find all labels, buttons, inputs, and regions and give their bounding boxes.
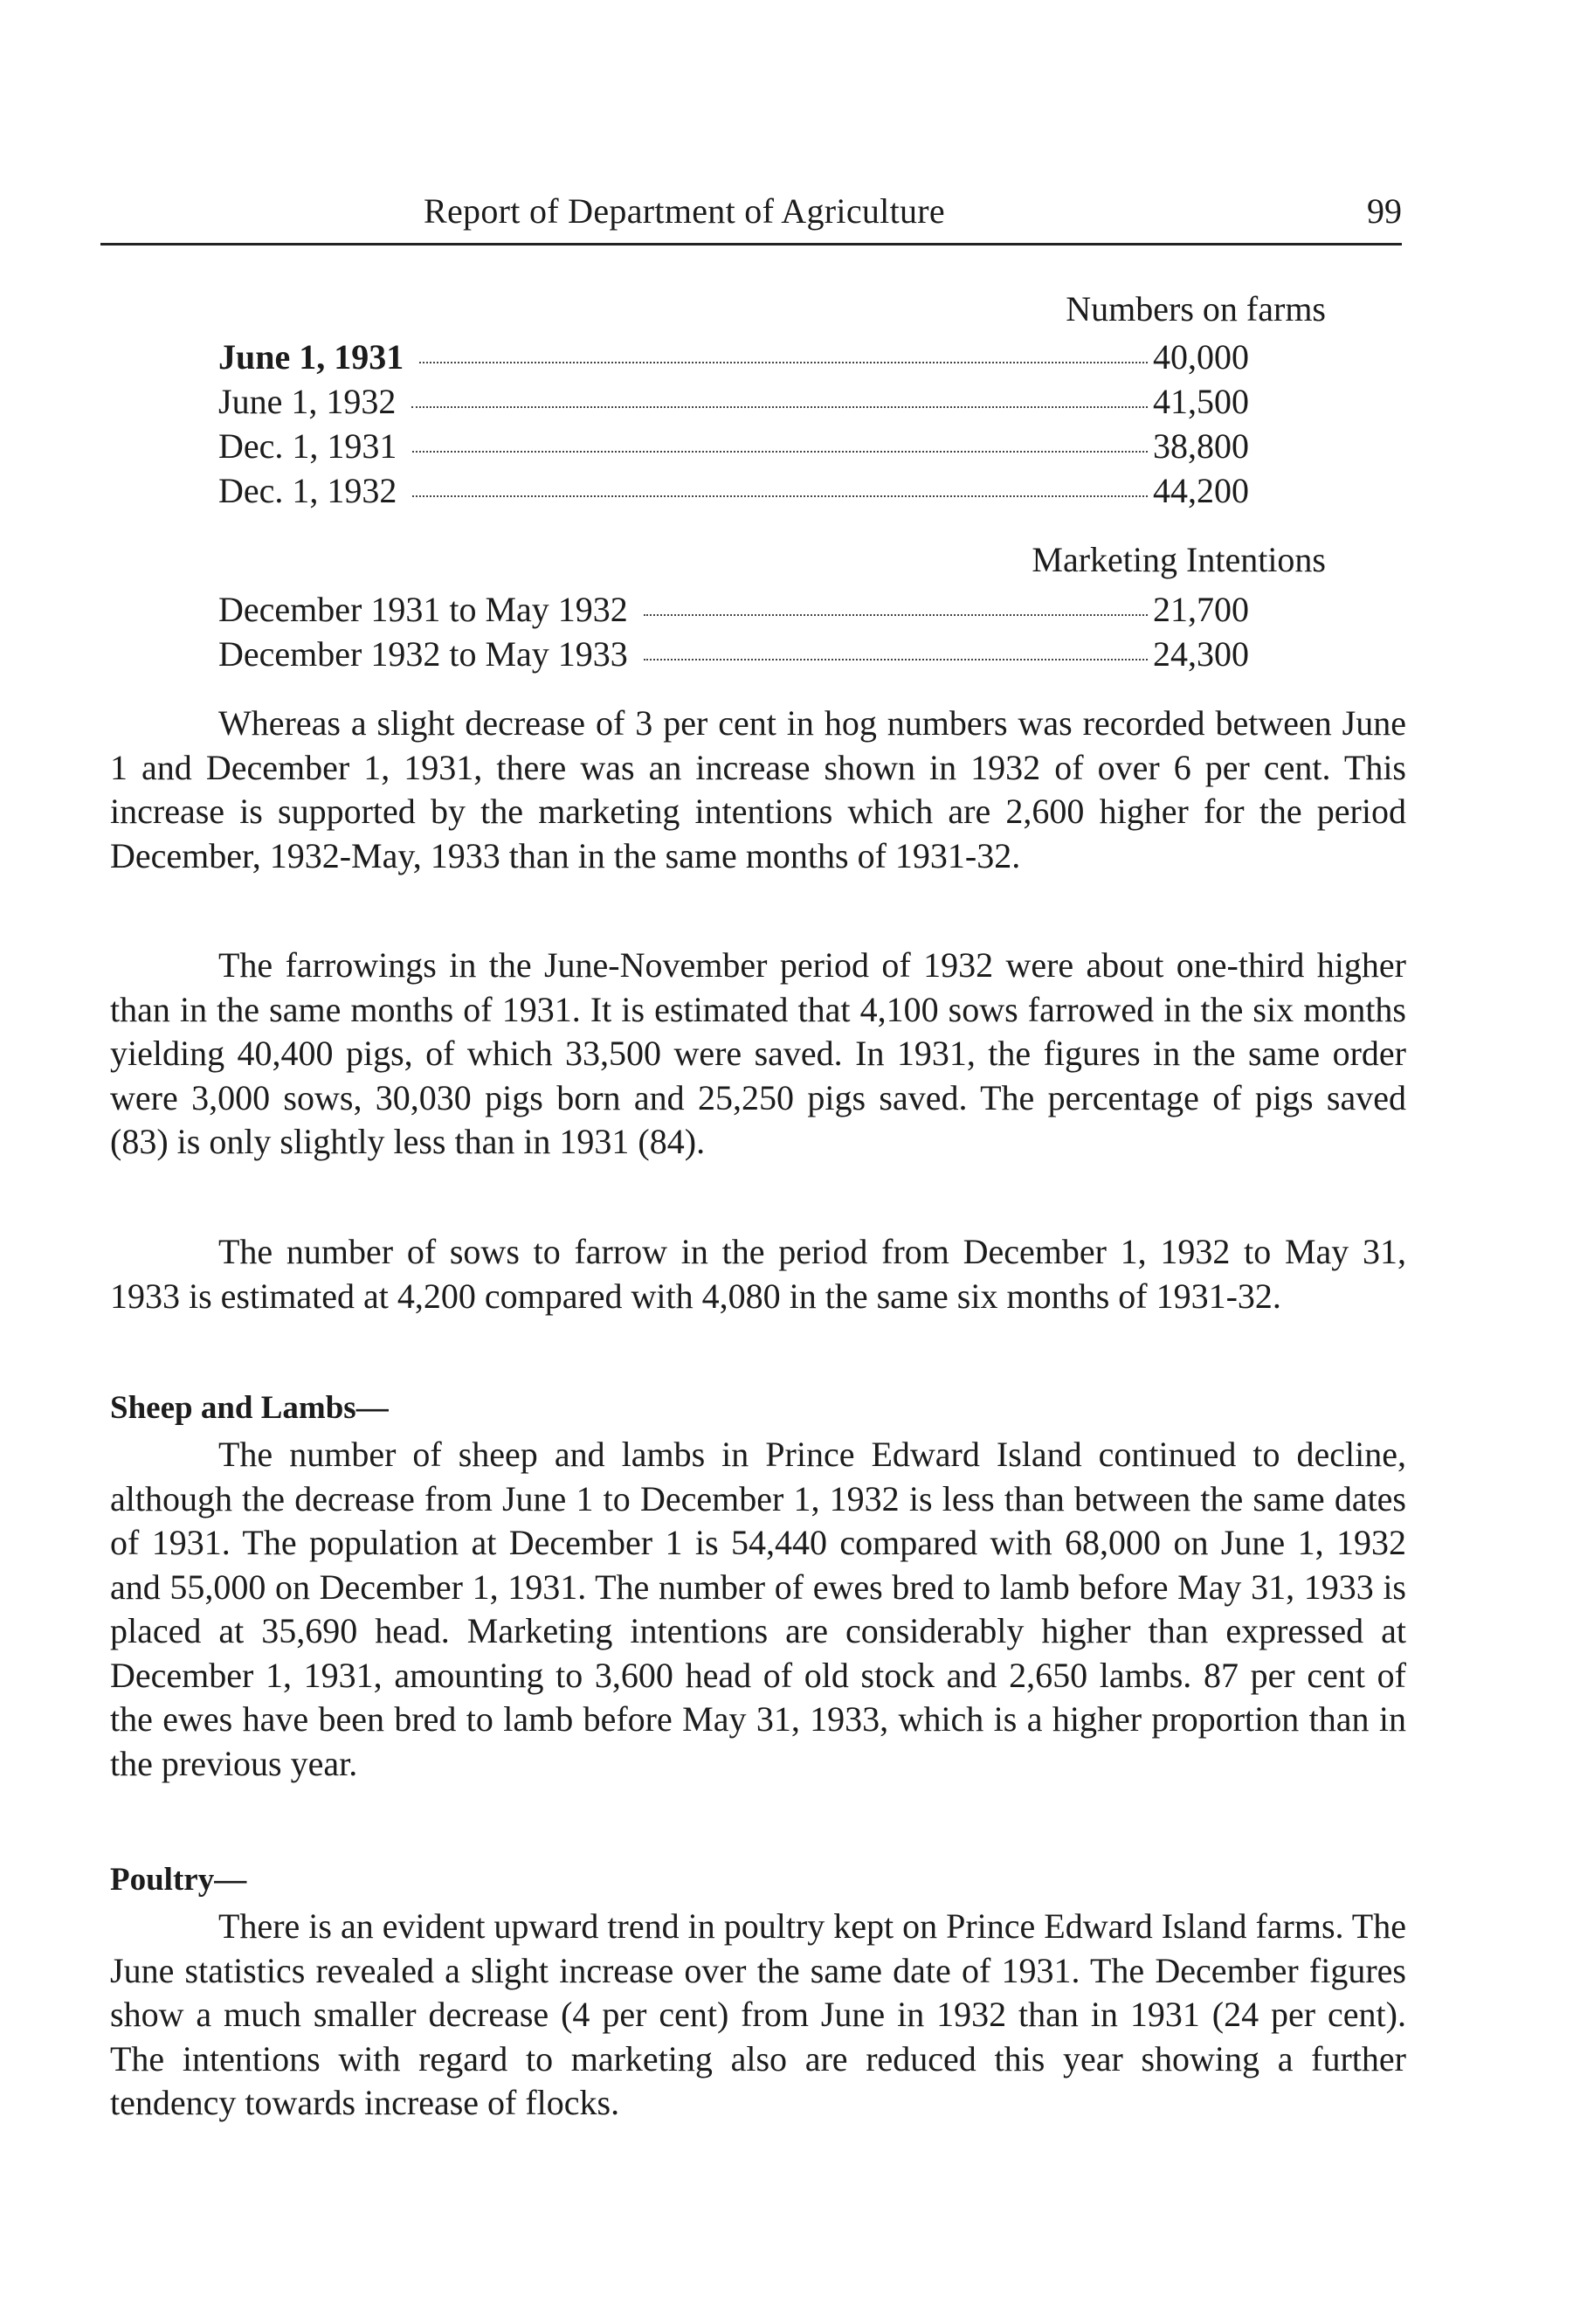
- row-label: December 1932 to May 1933: [218, 634, 628, 674]
- paragraph-text: The number of sheep and lambs in Prince Edward Island continued to decline, although the decrease from June 1 to December 1, 1932 is less than between the same dates of 1931. The population at December 1 is 54,440 compared with 68,000 on June 1, 1932 and 55,000 on December 1, 1931. The number of ewes bred to lamb before May 31, 1933 is placed at 35,690 head. Marketing intentions are considerably higher than expressed at December 1, 1931, amounting to 3,600 head of old stock and 2,650 lambs. 87 per cent of the ewes have been bred to lamb before May 31, 1933, which is a higher proportion than in the previous year.: [110, 1435, 1406, 1783]
- leader-dots: [411, 406, 1148, 408]
- row-value: 24,300: [1153, 634, 1249, 674]
- table-row: [218, 336, 1249, 377]
- leader-dots: [412, 451, 1148, 453]
- section-heading-poultry: Poultry—: [110, 1862, 247, 1898]
- row-label: December 1931 to May 1932: [218, 590, 628, 629]
- row-label: June 1, 1931: [218, 337, 404, 377]
- row-value: 21,700: [1153, 590, 1249, 629]
- table-row: [218, 589, 1249, 630]
- body-paragraph: [110, 944, 1406, 1165]
- table-row: [218, 470, 1249, 511]
- row-value: 44,200: [1153, 471, 1249, 510]
- row-label: Dec. 1, 1932: [218, 471, 397, 510]
- leader-dots: [644, 614, 1148, 616]
- body-paragraph: [110, 1905, 1406, 2126]
- page-header: [100, 185, 1402, 246]
- body-paragraph: [110, 1230, 1406, 1318]
- paragraph-text: The number of sows to farrow in the period from December 1, 1932 to May 31, 1933 is estimated at 4,200 compared with 4,080 in the same six months of 1931-32.: [110, 1232, 1406, 1316]
- marketing-column-heading: Marketing Intentions: [1032, 540, 1326, 579]
- row-value: 38,800: [1153, 426, 1249, 466]
- paragraph-text: Whereas a slight decrease of 3 per cent in hog numbers was recorded between June 1 and December 1, 1931, there was an increase shown in 1932 of over 6 per cent. This increase is supported by the marketing intentions which are 2,600 higher for the period December, 1932-May, 1933 than in the same months of 1931-32.: [110, 703, 1406, 875]
- row-value: 40,000: [1153, 337, 1249, 377]
- row-label: June 1, 1932: [218, 382, 397, 421]
- row-value: 41,500: [1153, 382, 1249, 421]
- section-heading-sheep: Sheep and Lambs—: [110, 1390, 389, 1426]
- table-row: [218, 381, 1249, 422]
- body-paragraph: [110, 1433, 1406, 1786]
- paragraph-text: There is an evident upward trend in poultry kept on Prince Edward Island farms. The June statistics revealed a slight increase over the same date of 1931. The December figures show a much smaller decrease (4 per cent) from June in 1932 than in 1931 (24 per cent). The intentions with regard to marketing also are reduced this year showing a further tendency towards increase of flocks.: [110, 1906, 1406, 2122]
- table-row: [218, 633, 1249, 674]
- page-number: 99: [1367, 191, 1402, 231]
- paragraph-text: The farrowings in the June-November period of 1932 were about one-third higher than in the same months of 1931. It is estimated that 4,100 sows farrowed in the six months yielding 40,400 pigs, of which 33,500 were saved. In 1931, the figures in the same order were 3,000 sows, 30,030 pigs born and 25,250 pigs saved. The percentage of pigs saved (83) is only slightly less than in 1931 (84).: [110, 945, 1406, 1161]
- leader-dots: [412, 495, 1148, 497]
- table-row: [218, 425, 1249, 467]
- leader-dots: [419, 362, 1148, 363]
- leader-dots: [644, 659, 1148, 661]
- body-paragraph: [110, 702, 1406, 878]
- row-label: Dec. 1, 1931: [218, 426, 397, 466]
- numbers-column-heading: Numbers on farms: [1066, 289, 1326, 329]
- running-title: Report of Department of Agriculture: [424, 191, 945, 231]
